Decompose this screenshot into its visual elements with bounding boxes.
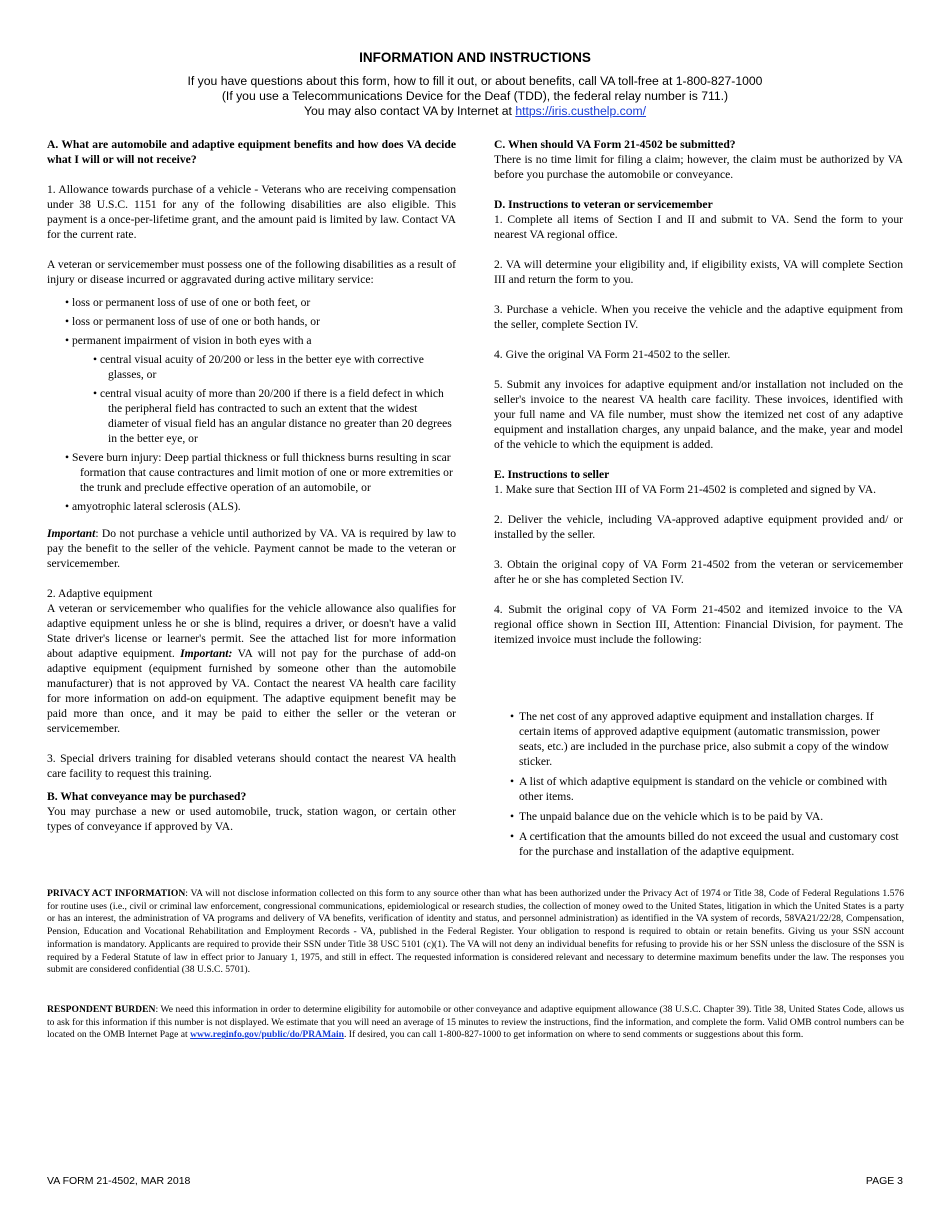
section-e-step-4: 4. Submit the original copy of VA Form 21-4502 and itemized invoice to the VA regional office shown in Section III, Attention: Financial Division, for payment. The itemized invoice must include the following: <box>494 603 903 646</box>
list-item: • The unpaid balance due on the vehicle which is to be paid by VA. <box>510 809 905 824</box>
respondent-burden: RESPONDENT BURDEN: We need this information in order to determine eligibility for automobile or other conveyance and adaptive equipment allowance (38 U.S.C. Chapter 39). Title 38, United States Code, allows us to ask for this information if this number is not displayed. We estimate that you will need an average of 15 minutes to review the instructions, find the information, and complete the form. Valid OMB control numbers can be located on the OMB Internet Page at www.reginfo.gov/public/do/PRAMain. If desired, you can call 1-800-827-1000 to get information on where to send comments or suggestions about this form. <box>47 1004 904 1041</box>
invoice-requirements-list <box>510 709 905 864</box>
internet-line <box>0 104 950 119</box>
adaptive-important-label: Important: <box>180 647 233 660</box>
section-d-step-1: 1. Complete all items of Section I and II and submit to VA. Send the form to your nearest VA regional office. <box>494 213 903 241</box>
burden-label: RESPONDENT BURDEN <box>47 1004 156 1015</box>
contact-line: If you have questions about this form, how to fill it out, or about benefits, call VA toll-free at 1-800-827-1000 <box>187 74 763 88</box>
section-e-step-1: 1. Make sure that Section III of VA Form 21-4502 is completed and signed by VA. <box>494 483 877 496</box>
privacy-text: : VA will not disclose information collected on this form to any source other than what has been authorized under the Privacy Act of 1974 or Title 38, Code of Federal Regulations 1.576 for routine uses (i.e., civil or criminal law enforcement, congressional communications, epidemiological or research studies, the collection of money owed to the United States, litigation in which the United States is a party or has an interest, the administration of VA programs and delivery of VA benefits, verification of identity and status, and personnel administration) as identified in the VA system of records, 58VA21/22/28, Compensation, Pension, Education and Vocational Rehabilitation and Employment Records - VA, published in the Federal Register. Your obligation to respond is required to obtain or retain benefits. Giving us your SSN account information is mandatory. Applicants are required to provide their SSN under Title 38 USC 5101 (c)(1). The VA will not deny an individual benefits for refusing to provide his or her SSN unless the disclosure of the SSN is required by a Federal Statute of law in effect prior to January 1, 1975, and still in effect. The requested information is considered relevant and necessary to determine maximum benefits under the law. The responses you submit are considered confidential (38 U.S.C. 5701). <box>47 888 904 976</box>
list-item: • central visual acuity of more than 20/200 if there is a field defect in which the peripheral field has contracted to such an extent that the widest diameter of visual field has an angular distance no greater than 20 degrees in the better eye, or <box>72 386 456 446</box>
list-item: • A certification that the amounts billed do not exceed the usual and customary cost for the purchase and installation of the adaptive equipment. <box>510 829 905 859</box>
form-identifier: VA FORM 21-4502, MAR 2018 <box>47 1175 191 1187</box>
vision-sub-list <box>72 352 456 446</box>
list-item: • The net cost of any approved adaptive equipment and installation charges. If certain items of approved adaptive equipment (automatic transmission, power seats, etc.) are included in the purchase price, also submit a copy of the window sticker. <box>510 709 905 769</box>
list-item: • amyotrophic lateral sclerosis (ALS). <box>47 499 456 514</box>
section-d-step-3: 3. Purchase a vehicle. When you receive the vehicle and the adaptive equipment from the seller, complete Section IV. <box>494 303 903 331</box>
page-number: PAGE 3 <box>865 1175 903 1187</box>
section-d-step-4: 4. Give the original VA Form 21-4502 to the seller. <box>494 348 731 361</box>
section-c-heading: C. When should VA Form 21-4502 be submitted? <box>494 138 736 151</box>
section-a-para-1: 1. Allowance towards purchase of a vehicle - Veterans who are receiving compensation under 38 U.S.C. 1151 for any of the following disabilities are also eligible. This payment is a once-per-lifetime grant, and the amount paid is limited by law. Contact VA for the current rate. <box>47 183 456 241</box>
list-item: • loss or permanent loss of use of one or both feet, or <box>47 295 456 310</box>
iris-link[interactable]: https://iris.custhelp.com/ <box>515 104 647 118</box>
section-d-step-5: 5. Submit any invoices for adaptive equipment and/or installation not included on the seller's invoice to the nearest VA health care facility. These invoices, identified with your full name and VA file number, must show the itemized net cost of any adaptive equipment and installation charges, any unpaid balance, and the make, year and model of the vehicle to which the equipment is added. <box>494 378 903 451</box>
section-e-step-2: 2. Deliver the vehicle, including VA-approved adaptive equipment provided and/ or installed by the seller. <box>494 513 903 541</box>
section-b-heading: B. What conveyance may be purchased? <box>47 790 247 803</box>
left-column <box>47 137 456 834</box>
disability-list <box>47 295 456 514</box>
right-column <box>494 137 903 647</box>
section-e-heading: E. Instructions to seller <box>494 468 610 481</box>
list-item: • Severe burn injury: Deep partial thickness or full thickness burns resulting in scar formation that cause contractures and limit motion of one or more extremities or the trunk and preclude effective operation of an automobile, or <box>47 450 456 495</box>
important-label: Important <box>47 527 96 540</box>
section-e-step-3: 3. Obtain the original copy of VA Form 21-4502 from the veteran or servicemember after he or she has completed Section IV. <box>494 558 903 586</box>
section-c-text: There is no time limit for filing a claim; however, the claim must be authorized by VA before you purchase the automobile or conveyance. <box>494 153 903 181</box>
section-b-text: You may purchase a new or used automobile, truck, station wagon, or certain other types of conveyance if approved by VA. <box>47 805 456 833</box>
page-header <box>0 50 950 119</box>
section-a-para-2: A veteran or servicemember must possess one of the following disabilities as a result of injury or disease incurred or aggravated during active military service: <box>47 258 456 286</box>
section-a-para-3: 3. Special drivers training for disabled veterans should contact the nearest VA health care facility to request this training. <box>47 752 456 780</box>
list-item: • permanent impairment of vision in both eyes with a • central visual acuity of 20/200 or less in the better eye with corrective glasses, or • central visual acuity of more than 20/200 if there is a field defect in which the peripheral field has contracted to such an extent that the widest diameter of visual field has an angular distance no greater than 20 degrees in the better eye, or <box>47 333 456 446</box>
section-a-heading: A. What are automobile and adaptive equipment benefits and how does VA decide what I will or will not receive? <box>47 138 456 166</box>
adaptive-equipment-title: 2. Adaptive equipment <box>47 587 153 600</box>
internet-line-text: You may also contact VA by Internet at <box>303 104 516 118</box>
omb-link[interactable]: www.reginfo.gov/public/do/PRAMain <box>190 1029 344 1041</box>
privacy-label: PRIVACY ACT INFORMATION <box>47 888 186 899</box>
section-d-heading: D. Instructions to veteran or servicemember <box>494 198 713 211</box>
tdd-line: (If you use a Telecommunications Device for the Deaf (TDD), the federal relay number is 711.) <box>221 89 729 103</box>
adaptive-equipment-text: A veteran or servicemember who qualifies for the vehicle allowance also qualifies for adaptive equipment unless he or she is blind, requires a driver, or doesn't have a valid State driver's license or learner's permit. See the attached list for more information about adaptive equipment. Important: VA will not pay for the purchase of add-on adaptive equipment (equipment furnished by someone other than the automobile manufacturer) that is not approved by VA. Contact the nearest VA health care facility for more information on add-on equipment. The adaptive equipment benefit may be paid more than once, and it may be paid to either the seller or the veteran or servicemember. <box>47 602 456 735</box>
list-item: • loss or permanent loss of use of one or both hands, or <box>47 314 456 329</box>
list-item: • central visual acuity of 20/200 or less in the better eye with corrective glasses, or <box>72 352 456 382</box>
important-note: Important: Do not purchase a vehicle until authorized by VA. VA is required by law to pay the benefit to the seller of the vehicle. Payment cannot be made to the veteran or servicemember. <box>47 527 456 570</box>
section-d-step-2: 2. VA will determine your eligibility and, if eligibility exists, VA will complete Section III and return the form to you. <box>494 258 903 286</box>
page-title: INFORMATION AND INSTRUCTIONS <box>359 50 591 65</box>
list-item: • A list of which adaptive equipment is standard on the vehicle or combined with other items. <box>510 774 905 804</box>
privacy-act-information <box>47 888 904 977</box>
